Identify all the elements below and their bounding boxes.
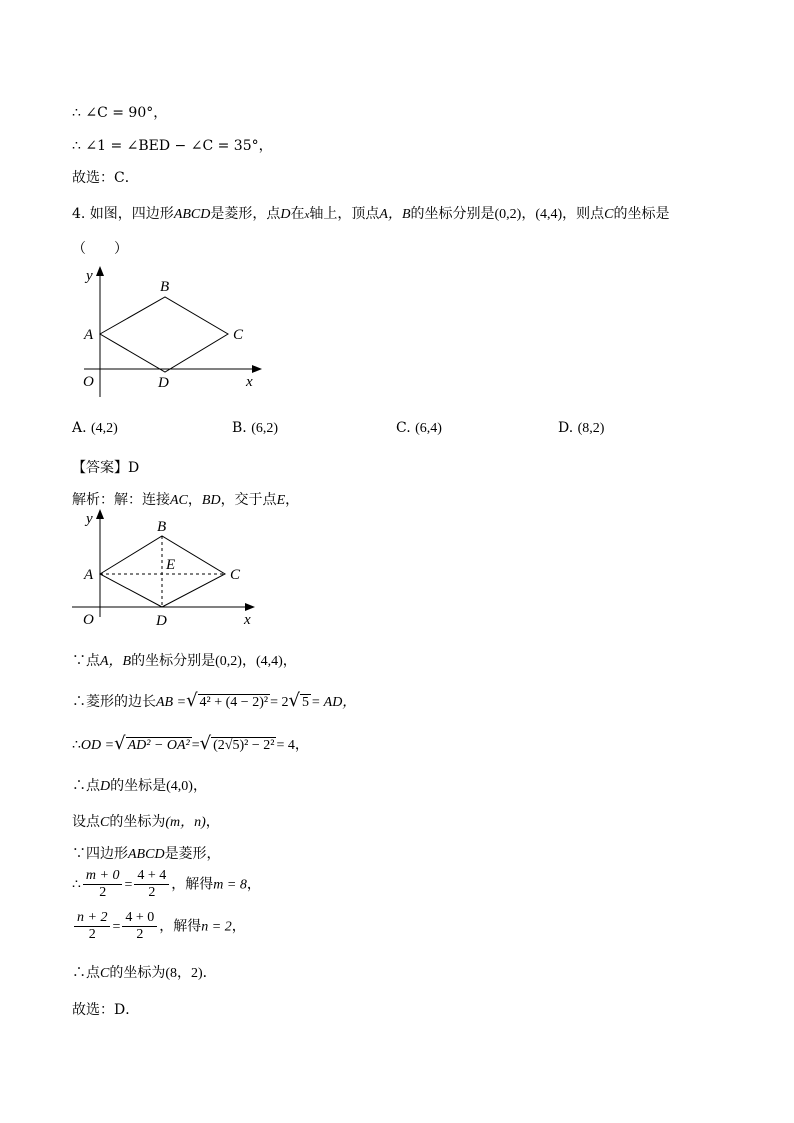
math: (0,2) (215, 654, 242, 669)
fraction (74, 910, 110, 943)
text: ∵点 (72, 653, 100, 669)
math-radicand: (2√5)² − 2² (213, 738, 275, 753)
math: ABCD (128, 847, 165, 862)
step-9 (72, 962, 217, 982)
math: (0,2) (494, 207, 522, 222)
denominator: 2 (148, 885, 156, 900)
math: (4,4) (255, 654, 283, 669)
text: 故选：D． (72, 1002, 140, 1018)
math-radicand: 4² + (4 − 2)² (199, 695, 269, 710)
sqrt-sign: √ (199, 733, 212, 754)
x-axis-arrow (245, 603, 255, 611)
label-d: D (158, 375, 169, 391)
math: D (280, 207, 291, 222)
line-angle-1 (72, 135, 273, 155)
text: ，解得 (159, 918, 202, 935)
text: 的坐标为 (109, 965, 166, 981)
text: 轴上，顶点 (309, 206, 380, 222)
text: ， (282, 653, 297, 669)
math: = (191, 738, 200, 753)
text: ∴ (72, 737, 81, 753)
denominator: 2 (136, 927, 144, 942)
option-d (558, 420, 604, 437)
math: (m，n) (165, 815, 206, 830)
math: (4,4) (535, 207, 563, 222)
label-y: y (86, 268, 93, 284)
step-4 (72, 775, 207, 795)
line-choose-c (72, 167, 139, 187)
option-letter: B. (232, 420, 247, 436)
x-axis-arrow (252, 365, 262, 373)
math: = 2 (270, 695, 289, 710)
text: ∴ ∠1 = ∠BED − ∠C = 35°， (72, 138, 273, 154)
label-o: O (83, 612, 94, 628)
y-axis-arrow (96, 266, 104, 276)
y-axis-arrow (96, 509, 104, 519)
text: 设点 (72, 814, 100, 830)
label-a: A (84, 327, 94, 343)
math: m = 8 (213, 877, 247, 893)
text: ， (246, 876, 261, 893)
text: （ ） (72, 241, 128, 257)
text: ， (205, 814, 220, 830)
sqrt-sign: √ (114, 733, 126, 754)
step-8 (72, 910, 246, 943)
final-answer (72, 999, 139, 1019)
label-c: C (233, 327, 244, 343)
step-1 (72, 650, 297, 670)
rhombus-figure-2 (70, 507, 270, 632)
math: ABCD (173, 207, 211, 222)
text: 的坐标分别是 (410, 206, 495, 222)
label-x: x (246, 374, 253, 390)
option-c (396, 420, 442, 437)
fraction (122, 910, 157, 943)
sqrt-sign: √ (288, 690, 300, 711)
text: ，则点 (562, 206, 605, 222)
numerator: 4 + 0 (122, 910, 157, 927)
text: ， (285, 492, 300, 508)
math: C (100, 815, 110, 830)
option-b (232, 420, 278, 437)
text: 的坐标为 (109, 814, 166, 830)
option-letter: A. (72, 420, 87, 436)
text: 是菱形，点 (210, 206, 281, 222)
math: D (100, 779, 111, 794)
text: ， (231, 918, 246, 935)
option-a (72, 420, 118, 437)
text: ∴ ∠C = 90°， (72, 105, 168, 121)
numerator: m + 0 (83, 868, 123, 885)
label-e: E (166, 557, 176, 573)
step-5 (72, 811, 220, 831)
label-x: x (244, 612, 251, 628)
numerator: 4 + 4 (134, 868, 169, 885)
numerator: n + 2 (74, 910, 110, 927)
question-4 (72, 203, 670, 223)
text: 的坐标是 (110, 778, 167, 794)
rhombus (100, 297, 228, 372)
math: = (112, 919, 121, 935)
text: 是菱形， (164, 846, 221, 862)
label-b: B (157, 519, 167, 535)
label-y: y (86, 511, 93, 527)
analysis-line (72, 489, 299, 509)
text: 的坐标分别是 (131, 653, 216, 669)
math: OD = (80, 738, 115, 753)
math: AB = (156, 695, 187, 710)
denominator: 2 (88, 927, 96, 942)
option-value: (4,2) (91, 421, 118, 436)
math: BD (201, 493, 221, 508)
sqrt-sign: √ (186, 690, 198, 711)
answer-line (72, 457, 139, 477)
math: C (100, 966, 110, 981)
label-d: D (156, 613, 167, 629)
step-2 (72, 690, 356, 711)
math: = AD， (310, 695, 357, 710)
label-c: C (230, 567, 241, 583)
text: 4. 如图，四边形 (72, 206, 174, 222)
math: E (276, 493, 286, 508)
text: 故选：C． (72, 170, 139, 186)
option-letter: C. (396, 420, 411, 436)
math-radicand: 5 (301, 695, 309, 710)
text: ． (202, 965, 217, 981)
text: ， (241, 653, 256, 669)
option-value: (6,2) (251, 421, 279, 436)
math: n = 2 (201, 919, 232, 935)
math: x (304, 209, 310, 221)
text: ∴菱形的边长 (72, 694, 156, 710)
text: ∴ (72, 876, 81, 893)
option-value: (6,4) (415, 421, 442, 436)
text: ，交于点 (220, 492, 277, 508)
math-radicand: AD² − OA² (127, 738, 190, 753)
math: A，B (379, 207, 411, 222)
math: C (604, 207, 614, 222)
answer-paren (72, 238, 128, 258)
text: ， (521, 206, 536, 222)
option-letter: D. (558, 420, 574, 436)
text: 的坐标是 (613, 206, 670, 222)
step-6 (72, 843, 221, 863)
text: 解析：解：连接 (72, 492, 170, 508)
text: ， (187, 492, 202, 508)
text: ∴点 (72, 778, 100, 794)
option-value: (8,2) (577, 421, 605, 436)
text: 在 (290, 206, 305, 222)
text: 【答案】D (72, 460, 140, 476)
line-angle-c (72, 102, 167, 122)
text: ， (192, 778, 207, 794)
math: AC (170, 493, 188, 508)
math: A，B (100, 654, 132, 669)
math: (4,0) (166, 779, 193, 794)
math: = (124, 877, 133, 893)
text: ∵四边形 (72, 846, 128, 862)
denominator: 2 (99, 885, 107, 900)
fraction (83, 868, 123, 901)
label-b: B (160, 279, 170, 295)
math: = 4， (276, 738, 309, 753)
math: (8，2) (165, 966, 203, 981)
fraction (134, 868, 169, 901)
rhombus-figure-1 (70, 262, 270, 397)
text: ∴点 (72, 965, 100, 981)
label-o: O (83, 374, 94, 390)
label-a: A (84, 567, 94, 583)
text: ，解得 (171, 876, 214, 893)
step-7 (72, 868, 261, 901)
step-3 (72, 733, 309, 754)
